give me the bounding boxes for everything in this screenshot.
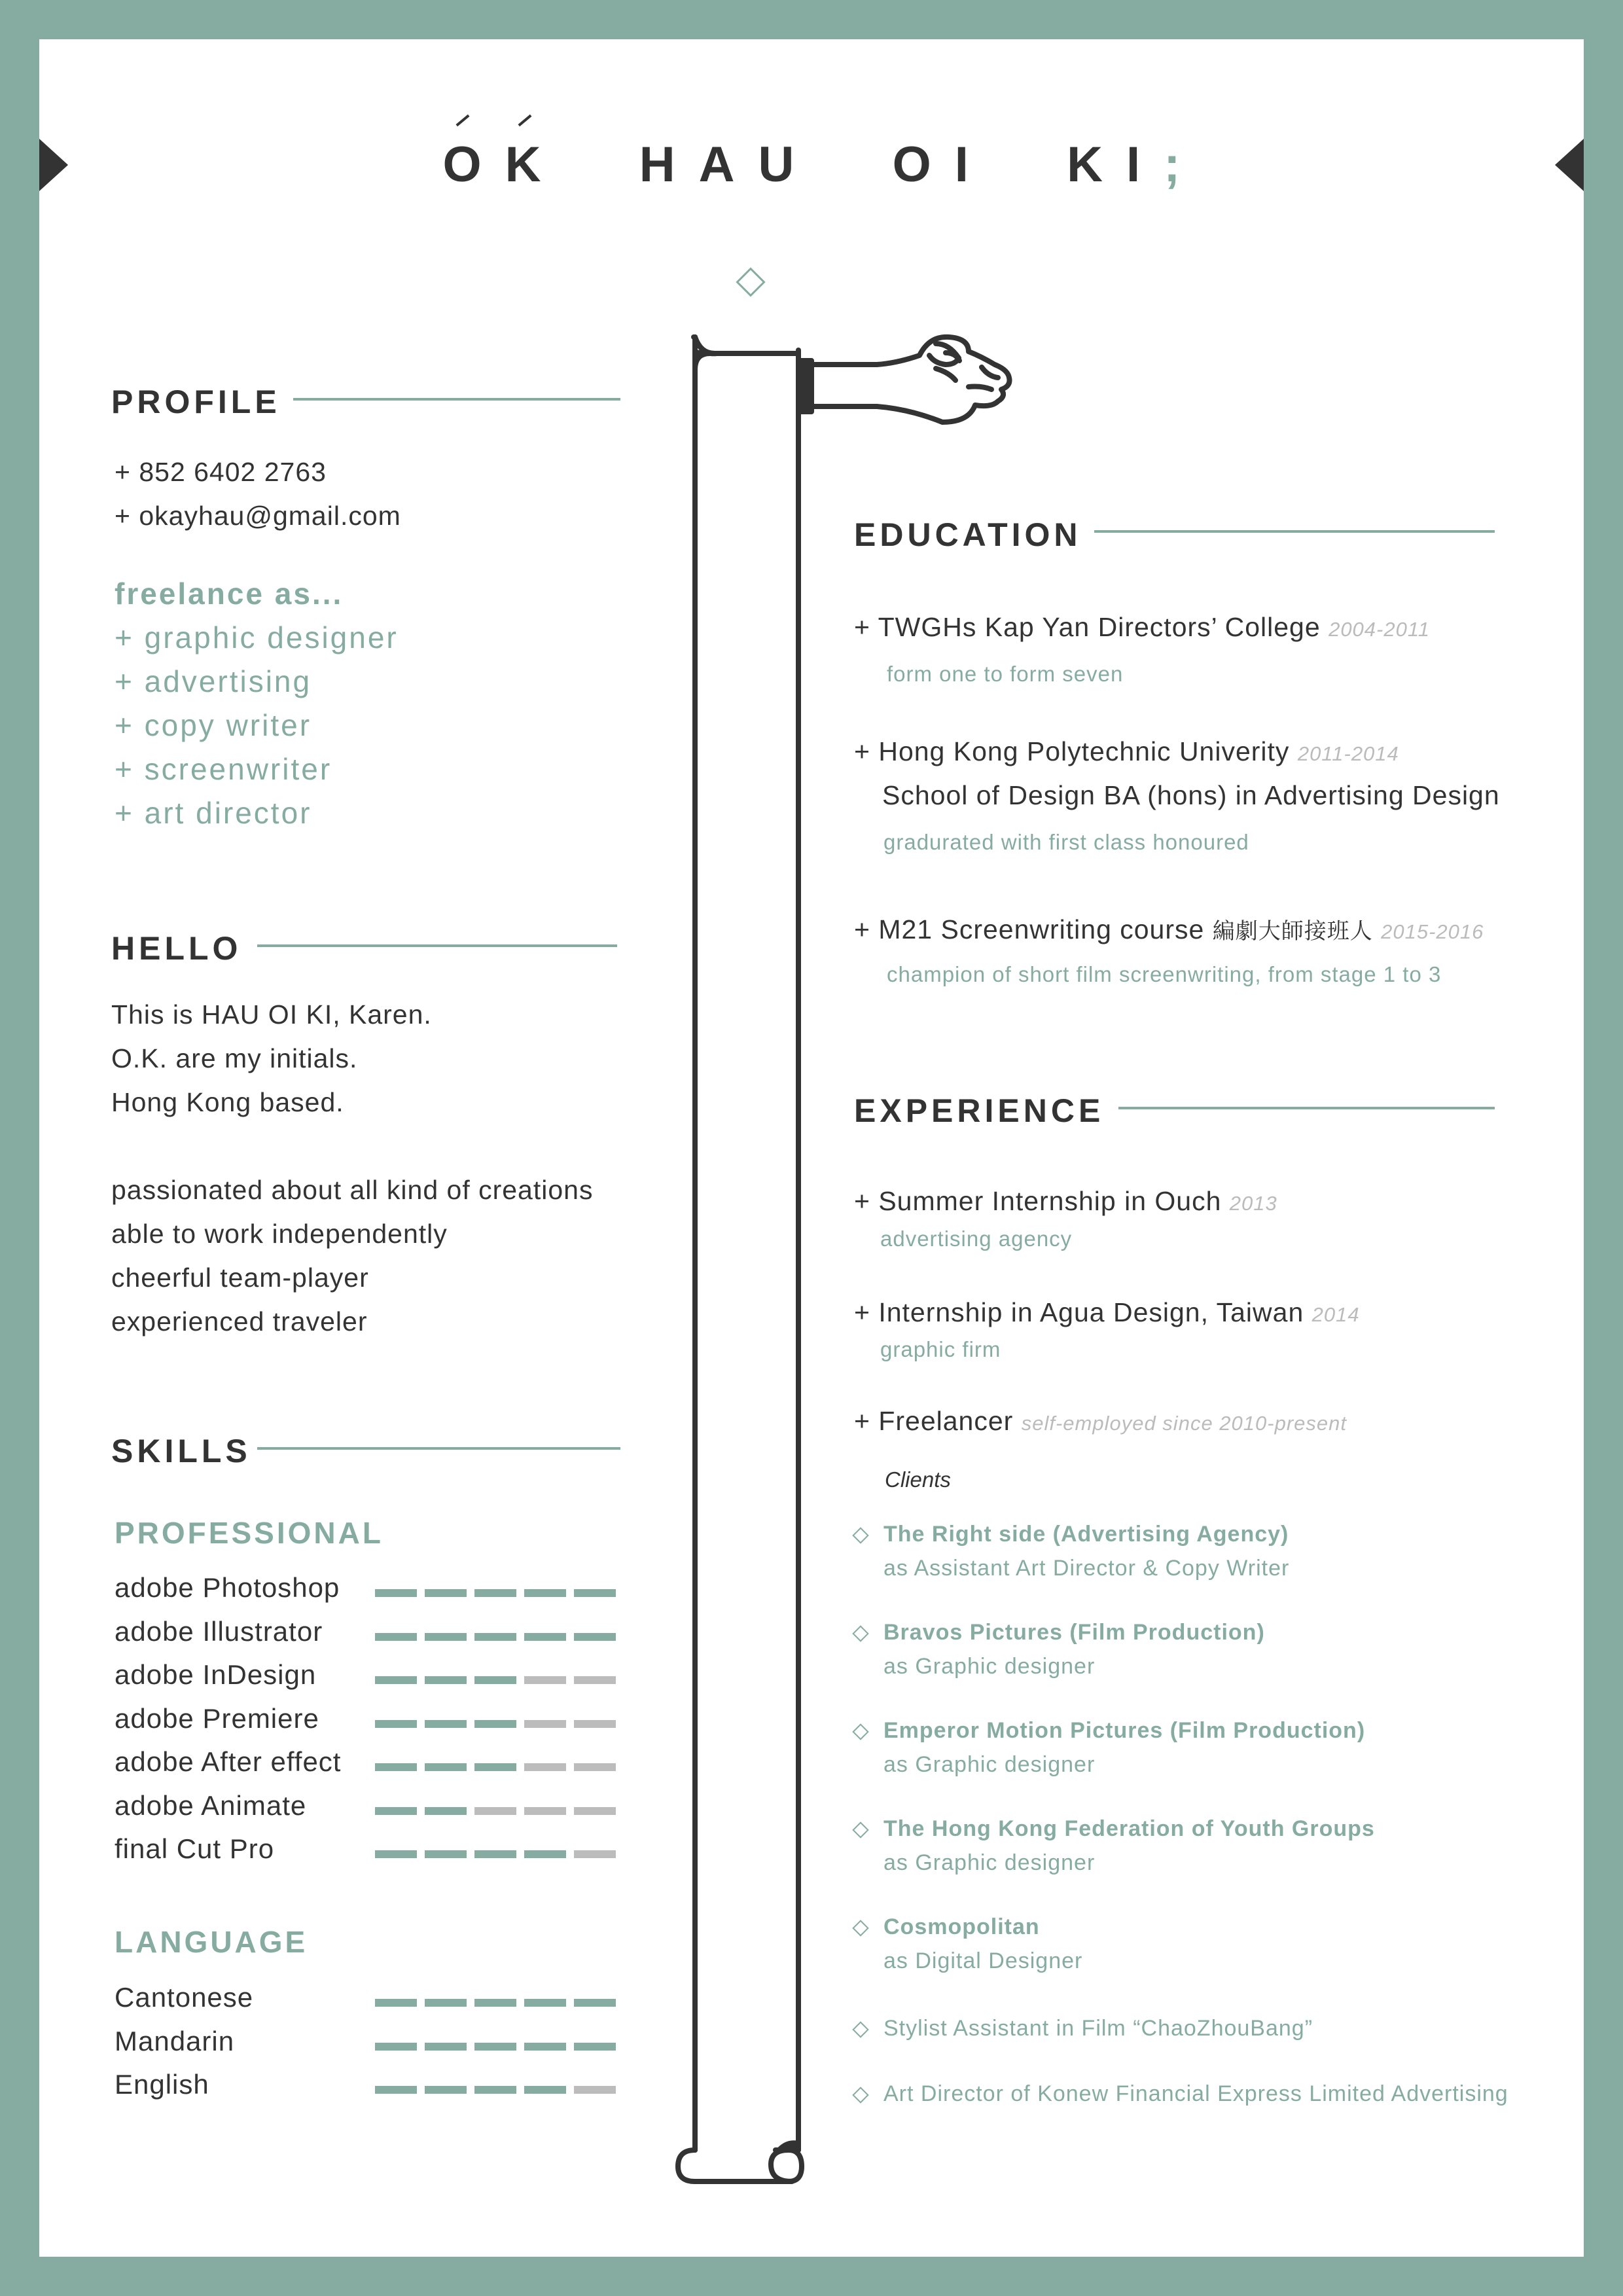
skill-level-segment-filled (474, 1763, 516, 1771)
skill-level-segment-filled (574, 1999, 616, 2007)
experience-detail: advertising agency (880, 1227, 1073, 1251)
skill-level-bar (375, 1633, 616, 1641)
client-name: The Hong Kong Federation of Youth Groups (883, 1816, 1375, 1841)
experience-years: self-employed since 2010-present (1021, 1412, 1347, 1435)
scroll-arm-illustration (661, 324, 1054, 2189)
skill-level-segment-filled (375, 1633, 417, 1641)
freelance-role: + advertising (115, 664, 312, 698)
skill-name: adobe Premiere (115, 1702, 319, 1734)
education-school-chinese: 編劇大師接班人 (1212, 918, 1373, 944)
name-title (0, 136, 1623, 193)
skill-level-bar (375, 2086, 616, 2094)
client-role: as Assistant Art Director & Copy Writer (883, 1556, 1290, 1581)
skill-level-segment-empty (574, 1807, 616, 1815)
experience-heading: EXPERIENCE (854, 1092, 1105, 1129)
skill-level-bar (375, 1720, 616, 1728)
education-years: 2004-2011 (1329, 618, 1431, 641)
other-experience: Stylist Assistant in Film “ChaoZhouBang” (883, 2016, 1313, 2041)
client-name: Bravos Pictures (Film Production) (883, 1620, 1265, 1645)
hello-line: passionated about all kind of creations (111, 1175, 594, 1205)
experience-role: + Summer Internship in Ouch (854, 1186, 1222, 1216)
skill-level-segment-empty (574, 1763, 616, 1771)
client-name: The Right side (Advertising Agency) (883, 1522, 1289, 1547)
education-school: + M21 Screenwriting course (854, 914, 1205, 944)
skill-level-segment-filled (425, 1633, 467, 1641)
skill-level-bar (375, 1676, 616, 1684)
skill-level-segment-empty (524, 1676, 566, 1684)
hello-line: able to work independently (111, 1219, 448, 1249)
education-item-title (854, 736, 1399, 767)
education-school: + TWGHs Kap Yan Directors’ College (854, 612, 1321, 642)
hello-line: cheerful team-player (111, 1263, 369, 1293)
skill-level-bar (375, 1999, 616, 2007)
profile-rule (293, 398, 620, 401)
skill-level-bar (375, 1850, 616, 1858)
name-part-3: OI (892, 137, 992, 192)
skill-level-segment-filled (375, 1807, 417, 1815)
skill-level-segment-filled (524, 1850, 566, 1858)
education-detail: form one to form seven (887, 662, 1124, 686)
freelance-role: + screenwriter (115, 752, 332, 786)
client-name: Cosmopolitan (883, 1914, 1040, 1939)
skill-level-segment-filled (425, 2086, 467, 2094)
experience-rule (1118, 1107, 1495, 1109)
skill-level-segment-filled (375, 1850, 417, 1858)
client-role: as Digital Designer (883, 1948, 1083, 1973)
skill-level-bar (375, 1807, 616, 1815)
experience-role: + Internship in Agua Design, Taiwan (854, 1297, 1304, 1327)
other-experience: Art Director of Konew Financial Express Limited Advertising (883, 2081, 1508, 2106)
experience-detail: graphic firm (880, 1337, 1001, 1361)
skill-name: adobe Animate (115, 1789, 307, 1821)
experience-item-title (854, 1406, 1347, 1437)
skill-level-segment-filled (375, 2043, 417, 2051)
skill-level-segment-empty (524, 1807, 566, 1815)
skill-level-bar (375, 1763, 616, 1771)
education-heading: EDUCATION (854, 516, 1082, 553)
education-school: + Hong Kong Polytechnic Univerity (854, 736, 1290, 766)
skill-level-segment-filled (425, 1676, 467, 1684)
language-name: English (115, 2069, 209, 2100)
skill-level-segment-filled (425, 1589, 467, 1597)
skill-level-segment-filled (574, 2043, 616, 2051)
language-title: LANGUAGE (115, 1925, 308, 1959)
education-item-title (854, 913, 1484, 945)
experience-role: + Freelancer (854, 1406, 1014, 1436)
skill-level-segment-empty (524, 1720, 566, 1728)
experience-years: 2014 (1311, 1303, 1360, 1326)
skill-name: adobe Photoshop (115, 1572, 340, 1603)
experience-item-title (854, 1186, 1277, 1217)
skill-level-segment-filled (425, 1999, 467, 2007)
skill-level-segment-filled (425, 1720, 467, 1728)
client-name: Emperor Motion Pictures (Film Production) (883, 1718, 1366, 1743)
freelance-role: + art director (115, 796, 312, 830)
skill-level-segment-empty (574, 1676, 616, 1684)
hello-line: This is HAU OI KI, Karen. (111, 999, 432, 1030)
education-item-title (854, 612, 1430, 643)
skill-level-segment-filled (375, 1763, 417, 1771)
skill-level-segment-filled (375, 1999, 417, 2007)
skill-level-segment-filled (425, 2043, 467, 2051)
skill-level-segment-filled (524, 1633, 566, 1641)
skill-level-segment-filled (375, 1589, 417, 1597)
hello-line: experienced traveler (111, 1306, 368, 1336)
freelance-role: + copy writer (115, 708, 312, 742)
skill-level-segment-filled (375, 2086, 417, 2094)
skill-name: adobe InDesign (115, 1659, 317, 1690)
name-part-4: KI (1067, 137, 1164, 192)
skill-name: final Cut Pro (115, 1833, 275, 1864)
skills-rule (257, 1447, 620, 1450)
hello-line: Hong Kong based. (111, 1087, 344, 1117)
skill-level-segment-empty (574, 1850, 616, 1858)
skill-level-segment-filled (474, 1676, 516, 1684)
name-part-2: HAU (639, 137, 818, 192)
skill-level-segment-empty (474, 1807, 516, 1815)
skill-level-segment-filled (474, 2043, 516, 2051)
freelance-role: + graphic designer (115, 620, 399, 655)
experience-years: 2013 (1229, 1192, 1277, 1215)
hello-rule (257, 944, 617, 947)
skill-level-segment-filled (524, 2043, 566, 2051)
skill-level-segment-empty (574, 2086, 616, 2094)
skill-level-segment-filled (474, 1999, 516, 2007)
freelance-title: freelance as... (115, 577, 344, 611)
profile-heading: PROFILE (111, 384, 281, 420)
clients-label: Clients (885, 1467, 951, 1492)
email-address: + okayhau@gmail.com (115, 501, 401, 531)
name-part-1: OK (442, 137, 565, 192)
skill-level-segment-filled (474, 1589, 516, 1597)
skill-level-segment-empty (574, 1720, 616, 1728)
professional-title: PROFESSIONAL (115, 1516, 383, 1550)
skill-level-segment-filled (524, 2086, 566, 2094)
skill-level-bar (375, 2043, 616, 2051)
skills-heading: SKILLS (111, 1433, 251, 1469)
education-detail: gradurated with first class honoured (883, 830, 1249, 854)
education-rule (1094, 530, 1495, 533)
skill-level-segment-filled (474, 1850, 516, 1858)
language-name: Mandarin (115, 2025, 235, 2056)
client-role: as Graphic designer (883, 1850, 1096, 1875)
skill-level-segment-filled (574, 1633, 616, 1641)
education-years: 2011-2014 (1297, 742, 1399, 765)
name-semicolon: ; (1164, 137, 1181, 192)
skill-level-segment-filled (425, 1850, 467, 1858)
skill-level-segment-filled (425, 1807, 467, 1815)
education-years: 2015-2016 (1381, 920, 1484, 943)
language-name: Cantonese (115, 1982, 254, 2013)
skill-level-segment-filled (574, 1589, 616, 1597)
phone-number: + 852 6402 2763 (115, 457, 327, 487)
skill-level-segment-empty (524, 1763, 566, 1771)
client-role: as Graphic designer (883, 1654, 1096, 1679)
skill-level-segment-filled (425, 1763, 467, 1771)
skill-name: adobe After effect (115, 1746, 342, 1777)
skill-level-segment-filled (524, 1589, 566, 1597)
education-detail: champion of short film screenwriting, from stage 1 to 3 (887, 962, 1442, 986)
skill-level-segment-filled (474, 1720, 516, 1728)
skill-level-segment-filled (524, 1999, 566, 2007)
hello-line: O.K. are my initials. (111, 1043, 358, 1073)
skill-level-segment-filled (375, 1720, 417, 1728)
client-role: as Graphic designer (883, 1752, 1096, 1777)
skill-name: adobe Illustrator (115, 1615, 323, 1647)
skill-level-segment-filled (474, 1633, 516, 1641)
experience-item-title (854, 1297, 1360, 1328)
skill-level-bar (375, 1589, 616, 1597)
skill-level-segment-filled (375, 1676, 417, 1684)
education-degree: School of Design BA (hons) in Advertising Design (882, 780, 1500, 810)
skill-level-segment-filled (474, 2086, 516, 2094)
hello-heading: HELLO (111, 930, 242, 967)
